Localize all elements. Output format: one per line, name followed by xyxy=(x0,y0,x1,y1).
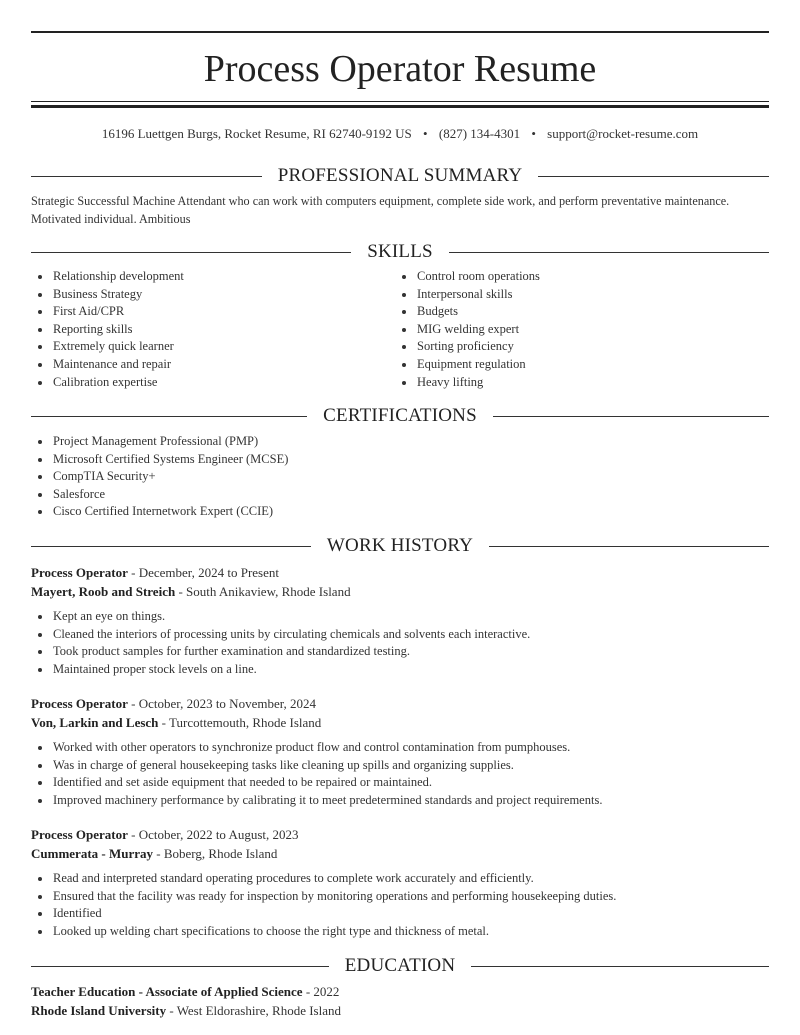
job-bullet: Kept an eye on things. xyxy=(31,608,769,626)
job-bullets xyxy=(31,608,769,678)
education-entry xyxy=(31,982,769,1020)
dash: - xyxy=(158,715,170,730)
skill-item: Equipment regulation xyxy=(395,356,735,374)
job-title-line xyxy=(31,563,769,582)
job-bullet: Was in charge of general housekeeping tasks like cleaning up spills and organizing supplies. xyxy=(31,757,769,775)
job-bullet: Maintained proper stock levels on a line. xyxy=(31,661,769,679)
job-entry xyxy=(31,563,769,678)
job-location: South Anikaview, Rhode Island xyxy=(186,584,351,599)
education-school-line xyxy=(31,1001,769,1020)
job-title: Process Operator xyxy=(31,696,128,711)
job-location: Turcottemouth, Rhode Island xyxy=(169,715,322,730)
skill-item: Calibration expertise xyxy=(31,374,371,392)
job-bullet: Cleaned the interiors of processing units by circulating chemicals and solvents each interactive. xyxy=(31,626,769,644)
education-field: Teacher Education xyxy=(31,984,136,999)
section-title: SKILLS xyxy=(367,241,433,262)
section-heading-certifications xyxy=(31,405,769,427)
certification-item: Project Management Professional (PMP) xyxy=(31,433,288,451)
skill-item: Budgets xyxy=(395,303,735,321)
skill-item: Control room operations xyxy=(395,268,735,286)
job-entry xyxy=(31,694,769,809)
section-heading-education xyxy=(31,955,769,977)
heading-rule xyxy=(31,966,329,967)
section-title: EDUCATION xyxy=(344,955,456,976)
education-school: Rhode Island University xyxy=(31,1003,167,1018)
title-rule-thin xyxy=(31,101,769,102)
title-rule-thick xyxy=(31,105,769,108)
resume-title: Process Operator Resume xyxy=(203,48,597,90)
skill-item: First Aid/CPR xyxy=(31,303,371,321)
top-rule xyxy=(31,31,769,33)
job-dates: October, 2022 to August, 2023 xyxy=(138,827,299,842)
job-dates: October, 2023 to November, 2024 xyxy=(138,696,317,711)
job-bullet: Worked with other operators to synchronize product flow and control contamination from pumphouses. xyxy=(31,739,769,757)
contact-line xyxy=(0,125,800,143)
dash: - xyxy=(166,1003,177,1018)
job-bullets xyxy=(31,739,769,809)
contact-address: 16196 Luettgen Burgs, Rocket Resume, RI 62740-9192 US xyxy=(101,126,412,141)
education-degree-line xyxy=(31,982,769,1001)
job-bullet: Looked up welding chart specifications to choose the right type and thickness of metal. xyxy=(31,923,769,941)
job-title-line xyxy=(31,825,769,844)
bullet-separator: • xyxy=(423,126,428,141)
heading-rule xyxy=(31,546,311,547)
job-bullet: Improved machinery performance by calibrating it to meet predetermined standards and project requirements. xyxy=(31,792,769,810)
education-location: West Eldorashire, Rhode Island xyxy=(176,1003,341,1018)
certification-item: CompTIA Security+ xyxy=(31,468,288,486)
heading-rule xyxy=(493,416,769,417)
job-bullet: Ensured that the facility was ready for inspection by monitoring operations and performing housekeeping duties. xyxy=(31,888,769,906)
heading-rule xyxy=(31,252,351,253)
job-company-line xyxy=(31,713,769,732)
skill-item: Relationship development xyxy=(31,268,371,286)
section-heading-work-history xyxy=(31,535,769,557)
dash: - xyxy=(127,696,139,711)
section-heading-summary xyxy=(31,165,769,187)
education-degree: Associate of Applied Science xyxy=(145,984,303,999)
heading-rule xyxy=(489,546,769,547)
skill-item: Reporting skills xyxy=(31,321,371,339)
heading-rule xyxy=(31,176,262,177)
job-bullet: Read and interpreted standard operating procedures to complete work accurately and efficiently. xyxy=(31,870,769,888)
education-year: 2022 xyxy=(313,984,340,999)
section-title: PROFESSIONAL SUMMARY xyxy=(277,165,523,186)
job-bullet: Identified and set aside equipment that needed to be repaired or maintained. xyxy=(31,774,769,792)
certifications-list xyxy=(31,433,288,521)
section-title: WORK HISTORY xyxy=(326,535,474,556)
contact-phone: (827) 134-4301 xyxy=(438,126,521,141)
dash: - xyxy=(302,984,314,999)
skill-item: Extremely quick learner xyxy=(31,338,371,356)
heading-rule xyxy=(31,416,307,417)
skill-item: Interpersonal skills xyxy=(395,286,735,304)
job-company-line xyxy=(31,582,769,601)
skill-item: Sorting proficiency xyxy=(395,338,735,356)
summary-text: Strategic Successful Machine Attendant who can work with computers equipment, complete side work, and perform preventative maintenance. Motivated individual. Ambitious xyxy=(31,194,730,226)
dash: - xyxy=(127,565,139,580)
section-heading-skills xyxy=(31,241,769,263)
certification-item: Salesforce xyxy=(31,486,288,504)
job-company: Cummerata - Murray xyxy=(31,846,154,861)
job-title-line xyxy=(31,694,769,713)
job-company: Von, Larkin and Lesch xyxy=(31,715,159,730)
job-location: Boberg, Rhode Island xyxy=(163,846,278,861)
job-bullet: Took product samples for further examination and standardized testing. xyxy=(31,643,769,661)
contact-email: support@rocket-resume.com xyxy=(547,126,699,141)
bullet-separator: • xyxy=(531,126,536,141)
job-entry xyxy=(31,825,769,940)
job-bullet: Identified xyxy=(31,905,769,923)
dash: - xyxy=(153,846,164,861)
skill-item: Business Strategy xyxy=(31,286,371,304)
heading-rule xyxy=(449,252,769,253)
job-company: Mayert, Roob and Streich xyxy=(31,584,176,599)
section-title: CERTIFICATIONS xyxy=(323,405,477,426)
job-title: Process Operator xyxy=(31,827,128,842)
job-title: Process Operator xyxy=(31,565,128,580)
dash: - xyxy=(175,584,187,599)
skill-item: Heavy lifting xyxy=(395,374,735,392)
job-bullets xyxy=(31,870,769,940)
heading-rule xyxy=(538,176,769,177)
skills-list-right xyxy=(395,268,735,391)
dash: - xyxy=(127,827,139,842)
dash: - xyxy=(135,984,146,999)
certification-item: Microsoft Certified Systems Engineer (MCSE) xyxy=(31,451,288,469)
skill-item: MIG welding expert xyxy=(395,321,735,339)
certification-item: Cisco Certified Internetwork Expert (CCIE) xyxy=(31,503,288,521)
skill-item: Maintenance and repair xyxy=(31,356,371,374)
job-company-line xyxy=(31,844,769,863)
job-dates: December, 2024 to Present xyxy=(138,565,279,580)
skills-list-left xyxy=(31,268,371,391)
heading-rule xyxy=(471,966,769,967)
